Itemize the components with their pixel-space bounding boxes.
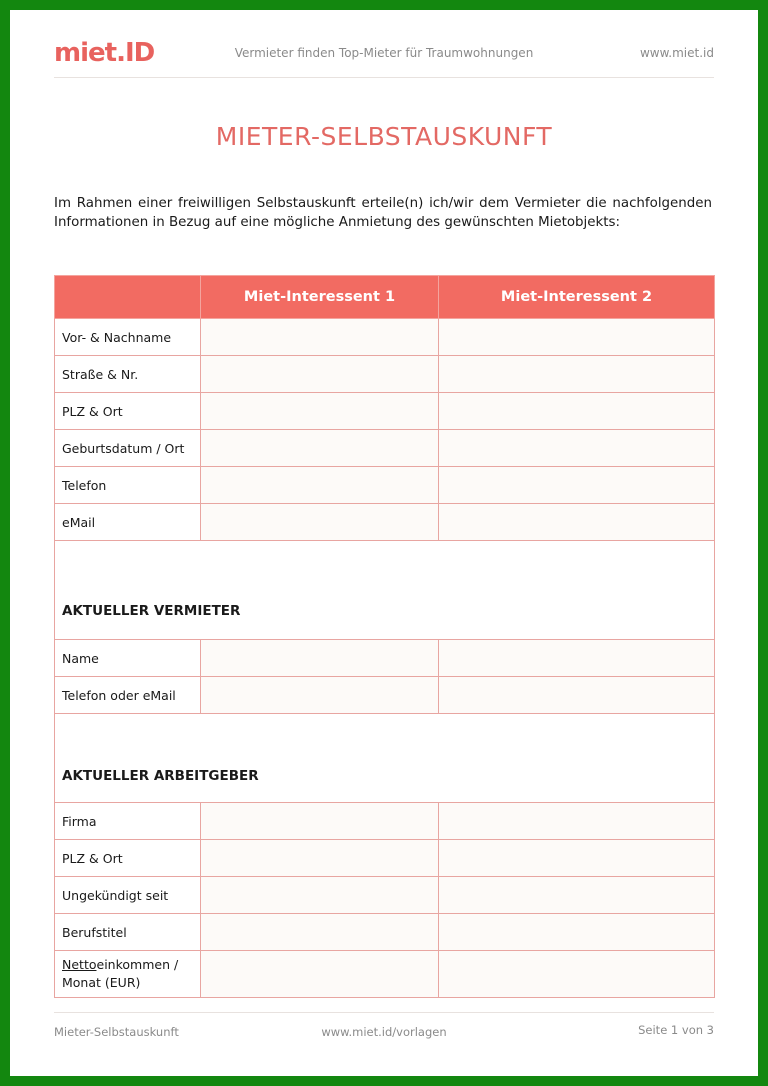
header-cell-empty: [55, 276, 201, 319]
landlord-contact-field-applicant-2[interactable]: [439, 677, 715, 714]
row-label-company: Firma: [55, 803, 201, 840]
row-label-landlord-name: Name: [55, 640, 201, 677]
birth-field-applicant-2[interactable]: [439, 430, 715, 467]
row-label-employed-since: Ungekündigt seit: [55, 877, 201, 914]
header-cell-applicant-2: Miet-Interessent 2: [439, 276, 715, 319]
section-heading-landlord: AKTUELLER VERMIETER: [55, 541, 715, 640]
document-title: MIETER-SELBSTAUSKUNFT: [215, 122, 553, 151]
name-field-applicant-1[interactable]: [201, 319, 439, 356]
table-row: [55, 877, 715, 914]
footer-page-number: Seite 1 von 3: [638, 1023, 714, 1037]
row-label-birth: Geburtsdatum / Ort: [55, 430, 201, 467]
row-label-zip-city: PLZ & Ort: [55, 393, 201, 430]
row-label-employer-zip-city: PLZ & Ort: [55, 840, 201, 877]
zip-city-field-applicant-1[interactable]: [201, 393, 439, 430]
miet-id-logo[interactable]: miet.ID: [54, 38, 155, 68]
email-field-applicant-1[interactable]: [201, 504, 439, 541]
net-income-label-part2: einkommen /: [96, 957, 179, 972]
landlord-name-field-applicant-2[interactable]: [439, 640, 715, 677]
section-row-landlord: [55, 541, 715, 640]
table-row: [55, 951, 715, 998]
net-income-field-applicant-2[interactable]: [439, 951, 715, 998]
company-field-applicant-1[interactable]: [201, 803, 439, 840]
table-header-row: [55, 276, 715, 319]
table-row: [55, 803, 715, 840]
birth-field-applicant-1[interactable]: [201, 430, 439, 467]
table-row: [55, 319, 715, 356]
row-label-street: Straße & Nr.: [55, 356, 201, 393]
footer-document-name: Mieter-Selbstauskunft: [54, 1025, 179, 1039]
company-field-applicant-2[interactable]: [439, 803, 715, 840]
self-disclosure-table: [54, 275, 715, 998]
table-row: [55, 467, 715, 504]
table-row: [55, 640, 715, 677]
row-label-job-title: Berufstitel: [55, 914, 201, 951]
table-row: [55, 430, 715, 467]
header-tagline: Vermieter finden Top-Mieter für Traumwohnungen: [234, 46, 534, 60]
row-label-phone: Telefon: [55, 467, 201, 504]
street-field-applicant-1[interactable]: [201, 356, 439, 393]
net-income-field-applicant-1[interactable]: [201, 951, 439, 998]
page-header: [54, 36, 714, 76]
table-row: [55, 677, 715, 714]
row-label-net-income: [55, 951, 201, 998]
row-label-email: eMail: [55, 504, 201, 541]
net-income-label-part3: Monat (EUR): [62, 975, 141, 990]
row-label-landlord-contact: Telefon oder eMail: [55, 677, 201, 714]
document-page: [10, 10, 758, 1076]
landlord-contact-field-applicant-1[interactable]: [201, 677, 439, 714]
table-row: [55, 840, 715, 877]
header-site-link[interactable]: www.miet.id: [639, 46, 714, 60]
job-title-field-applicant-1[interactable]: [201, 914, 439, 951]
name-field-applicant-2[interactable]: [439, 319, 715, 356]
email-field-applicant-2[interactable]: [439, 504, 715, 541]
section-heading-employer: AKTUELLER ARBEITGEBER: [55, 714, 715, 803]
table-row: [55, 393, 715, 430]
footer-divider: [54, 1012, 714, 1013]
header-divider: [54, 77, 714, 78]
phone-field-applicant-2[interactable]: [439, 467, 715, 504]
phone-field-applicant-1[interactable]: [201, 467, 439, 504]
job-title-field-applicant-2[interactable]: [439, 914, 715, 951]
intro-paragraph: Im Rahmen einer freiwilligen Selbstauskunft erteile(n) ich/wir dem Vermieter die nachfolgenden Informationen in Bezug auf eine mögliche Anmietung des gewünschten Mietobjekts:: [54, 196, 712, 230]
employer-zip-city-field-applicant-2[interactable]: [439, 840, 715, 877]
employed-since-field-applicant-1[interactable]: [201, 877, 439, 914]
section-row-employer: [55, 714, 715, 803]
zip-city-field-applicant-2[interactable]: [439, 393, 715, 430]
table-row: [55, 504, 715, 541]
street-field-applicant-2[interactable]: [439, 356, 715, 393]
row-label-name: Vor- & Nachname: [55, 319, 201, 356]
net-income-label-part1: Netto: [62, 957, 97, 972]
employer-zip-city-field-applicant-1[interactable]: [201, 840, 439, 877]
header-cell-applicant-1: Miet-Interessent 1: [201, 276, 439, 319]
landlord-name-field-applicant-1[interactable]: [201, 640, 439, 677]
employed-since-field-applicant-2[interactable]: [439, 877, 715, 914]
table-row: [55, 356, 715, 393]
footer-templates-link[interactable]: www.miet.id/vorlagen: [321, 1025, 447, 1039]
table-row: [55, 914, 715, 951]
